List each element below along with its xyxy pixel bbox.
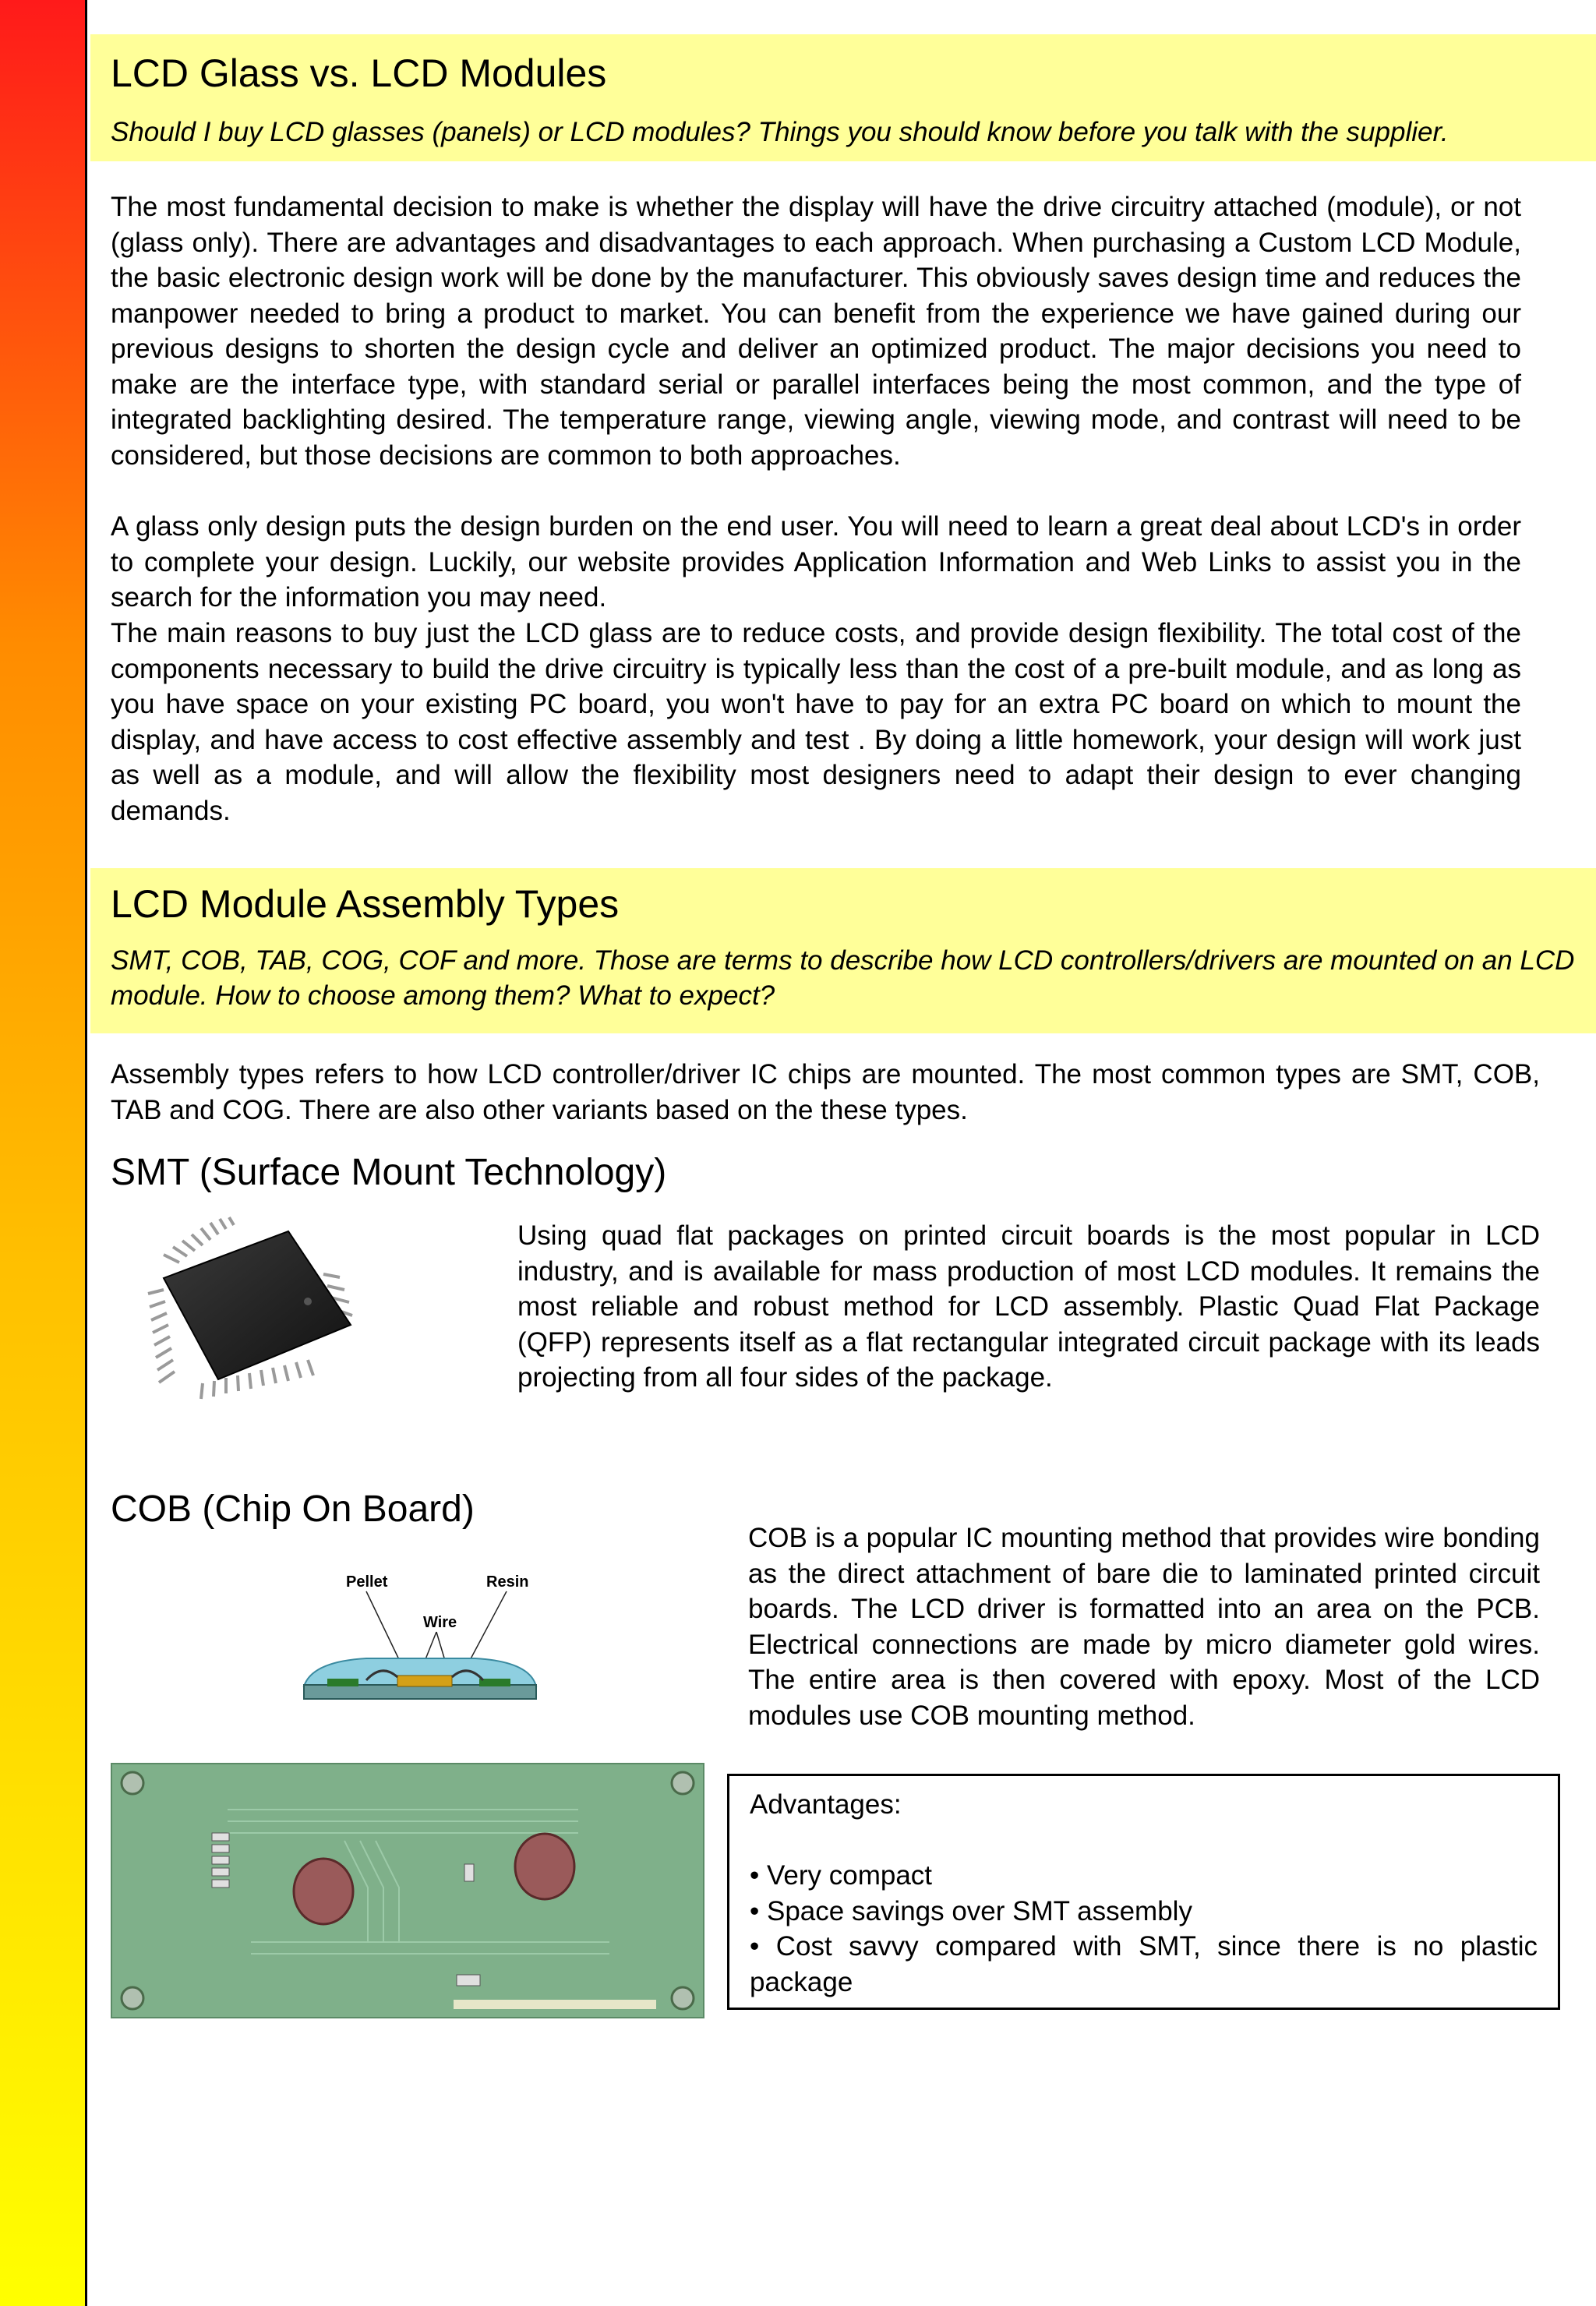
diagram-label-pellet: Pellet <box>346 1573 388 1591</box>
cob-pcb-board-image <box>111 1763 704 2018</box>
section-header-assembly-types <box>90 868 1596 1033</box>
advantages-box <box>727 1774 1560 2010</box>
qfp-chip-image <box>132 1216 397 1403</box>
spacer <box>750 1823 1538 1859</box>
section-title: LCD Glass vs. LCD Modules <box>111 51 607 95</box>
cob-cross-section-diagram <box>281 1562 546 1710</box>
diagram-label-resin: Resin <box>486 1573 529 1591</box>
diagram-label-wire: Wire <box>423 1614 457 1631</box>
list-item: • Cost savvy compared with SMT, since there is no plastic package <box>750 1929 1538 2000</box>
list-item: • Space savings over SMT assembly <box>750 1894 1538 1930</box>
paragraph-glass-only-design: A glass only design puts the design burden on the end user. You will need to learn a great deal about LCD's in order to complete your design. Luckily, our website provides Application Information and Web Links to assist you in the search for the information you may need. <box>111 511 1521 613</box>
section-header-lcd-glass-vs-modules <box>90 34 1596 161</box>
smt-description: Using quad flat packages on printed circuit boards is the most popular in LCD industry, and is available for mass production of most LCD modules. It remains the most reliable and robust method for LCD assembly. Plastic Quad Flat Package (QFP) represents itself as a flat rectangular integrated circuit package with its leads projecting from all four sides of the package. <box>517 1220 1540 1393</box>
smt-heading: SMT (Surface Mount Technology) <box>111 1152 667 1193</box>
list-item: • Very compact <box>750 1858 1538 1894</box>
advantages-list <box>750 1858 1538 2000</box>
cob-heading: COB (Chip On Board) <box>111 1488 475 1530</box>
gradient-sidebar <box>0 0 87 2306</box>
advantages-label: Advantages: <box>750 1789 902 1820</box>
cob-description: COB is a popular IC mounting method that provides wire bonding as the direct attachment of bare die to laminated printed circuit boards. The LCD driver is formatted into an area on the PCB. Electrical connections are made by micro diameter gold wires. The entire area is then covered with epoxy. Most of the LCD modules use COB mounting method. <box>748 1523 1540 1731</box>
section-title: LCD Module Assembly Types <box>111 882 620 926</box>
paragraph-module-vs-glass: The most fundamental decision to make is whether the display will have the drive circuitry attached (module), or not (glass only). There are advantages and disadvantages to each approach. When purchasing a Custom LCD Module, the basic electronic design work will be done by the manufacturer. This obviously saves design time and reduces the manpower needed to bring a product to market. You can benefit from the experience we have gained during our previous designs to shorten the design cycle and deliver an optimized product. The major decisions you need to make are the interface type, with standard serial or parallel interfaces being the most common, and the type of integrated backlighting desired. The temperature range, viewing angle, viewing mode, and contrast will need to be considered, but those decisions are common to both approaches. <box>111 192 1521 471</box>
paragraph-assembly-intro: Assembly types refers to how LCD controller/driver IC chips are mounted. The most common types are SMT, COB, TAB and COG. There are also other variants based on the these types. <box>111 1059 1540 1125</box>
paragraph-reasons-buy-glass: The main reasons to buy just the LCD glass are to reduce costs, and provide design flexibility. The total cost of the components necessary to build the drive circuitry is typically less than the cost of a pre-built module, and as long as you have space on your existing PC board, you won't have to pay for an extra PC board on which to mount the display, and have access to cost effective assembly and test . By doing a little homework, your design will work just as well as a module, and will allow the flexibility most designers need to adapt their design to ever changing demands. <box>111 618 1521 826</box>
section-subtitle: SMT, COB, TAB, COG, COF and more. Those are terms to describe how LCD controllers/drivers are mounted on an LCD module. How to choose among them? What to expect? <box>111 945 1575 1011</box>
section-subtitle: Should I buy LCD glasses (panels) or LCD modules? Things you should know before you talk with the supplier. <box>111 117 1449 147</box>
